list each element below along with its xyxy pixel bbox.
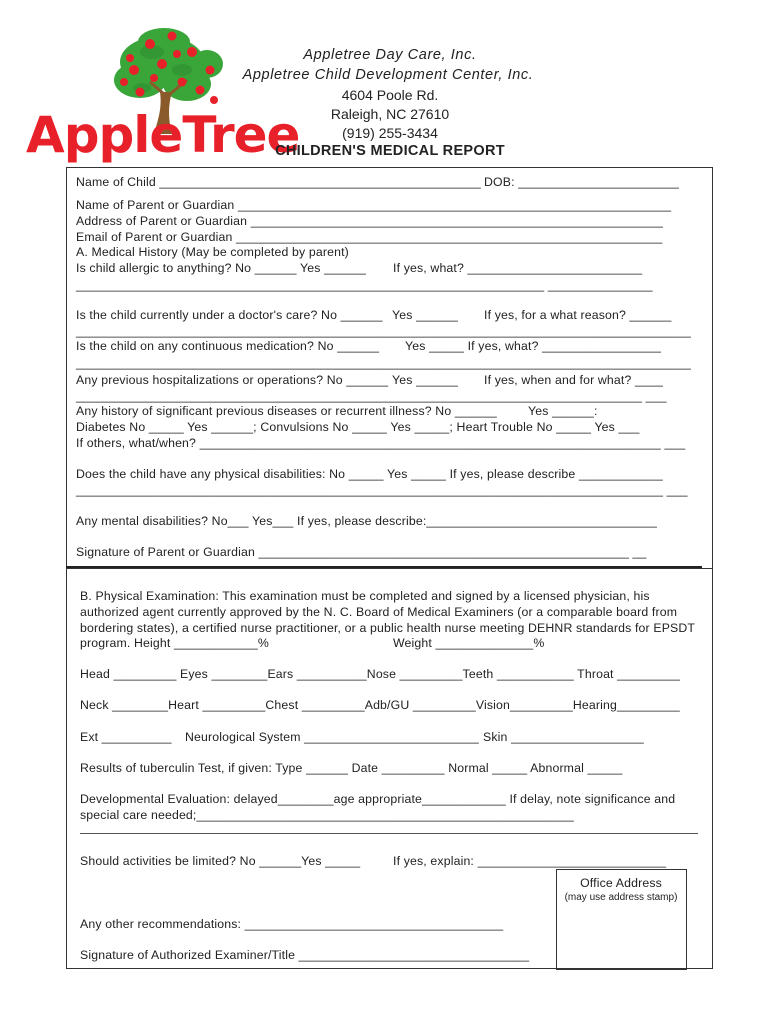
medication-line-2[interactable]: ________________________________________________________________________________________ bbox=[76, 356, 692, 370]
diseases-question[interactable]: Any history of significant previous diseases or recurrent illness? No ______ bbox=[76, 404, 497, 418]
logo bbox=[22, 22, 300, 167]
hospital-when-field[interactable]: If yes, when and for what? ____ bbox=[484, 373, 663, 387]
parent-email-field[interactable]: Email of Parent or Guardian _____________________________________________________________ bbox=[76, 230, 663, 244]
developmental-line-1[interactable]: Developmental Evaluation: delayed________age appropriate____________ If delay, note significance and bbox=[80, 792, 676, 806]
activities-limited-question[interactable]: Should activities be limited? No ______Yes _____ bbox=[80, 854, 361, 868]
street-address: 4604 Poole Rd. bbox=[341, 87, 439, 103]
exam-row-head[interactable]: Head _________ Eyes ________Ears __________Nose _________Teeth ___________ Throat _________ bbox=[80, 667, 681, 681]
ext-field[interactable]: Ext __________ bbox=[80, 730, 172, 744]
doctor-care-question[interactable]: Is the child currently under a doctor's care? No ______ bbox=[76, 308, 383, 322]
conditions-row[interactable]: Diabetes No _____ Yes ______; Convulsions No _____ Yes _____; Heart Trouble No _____ Yes ___ bbox=[76, 420, 640, 434]
exam-row-neck[interactable]: Neck ________Heart _________Chest _________Adb/GU _________Vision_________Hearing_________ bbox=[80, 698, 680, 712]
recommendations-field[interactable]: Any other recommendations: _____________________________________ bbox=[80, 917, 504, 931]
logo-wordmark: AppleTree bbox=[26, 106, 300, 164]
office-address-title: Office Address bbox=[580, 876, 662, 890]
section-a-heading: A. Medical History (May be completed by parent) bbox=[76, 245, 349, 259]
skin-field[interactable]: Skin ___________________ bbox=[483, 730, 644, 744]
tuberculin-row[interactable]: Results of tuberculin Test, if given: Type ______ Date _________ Normal _____ Abnormal _____ bbox=[80, 761, 623, 775]
medication-question[interactable]: Is the child on any continuous medication? No ______ bbox=[76, 339, 380, 353]
office-address-subtitle: (may use address stamp) bbox=[564, 892, 678, 903]
activities-explain-field[interactable]: If yes, explain: ___________________________ bbox=[393, 854, 667, 868]
exam-intro-line-2: authorized agent currently approved by the N. C. Board of Medical Examiners (or a comparable board from bbox=[80, 605, 678, 619]
hospital-question[interactable]: Any previous hospitalizations or operations? No ______ bbox=[76, 373, 389, 387]
org-name-1: Appletree Day Care, Inc. bbox=[303, 47, 477, 63]
org-name-2: Appletree Child Development Center, Inc. bbox=[242, 67, 534, 83]
city-state-zip: Raleigh, NC 27610 bbox=[330, 106, 450, 122]
exam-intro-line-1: B. Physical Examination: This examination must be completed and signed by a licensed physician, his bbox=[80, 589, 650, 603]
height-field[interactable]: program. Height ____________% bbox=[80, 636, 269, 650]
parent-signature-field[interactable]: Signature of Parent or Guardian _____________________________________________________ __ bbox=[76, 545, 647, 559]
hospital-yes[interactable]: Yes ______ bbox=[392, 373, 459, 387]
exam-intro-line-3: bordering states), a certified nurse practitioner, or a public health nurse meeting DEHNR standards for EPSDT bbox=[80, 621, 696, 635]
disabilities-line-2[interactable]: ____________________________________________________________________________________ ___ bbox=[76, 483, 688, 497]
phone-number: (919) 255-3434 bbox=[342, 125, 438, 141]
allergy-question[interactable]: Is child allergic to anything? No ______ Yes ______ bbox=[76, 261, 367, 275]
child-name-field[interactable]: Name of Child ______________________________________________ bbox=[76, 175, 481, 189]
weight-field[interactable]: Weight ______________% bbox=[393, 636, 545, 650]
allergy-line-2[interactable]: ___________________________________________________________________ _______________ bbox=[76, 278, 653, 292]
diseases-yes[interactable]: Yes ______: bbox=[528, 404, 598, 418]
dob-field[interactable]: DOB: _______________________ bbox=[484, 175, 679, 189]
parent-name-field[interactable]: Name of Parent or Guardian ______________________________________________________________ bbox=[76, 198, 672, 212]
hospital-line-2[interactable]: _________________________________________________________________________________ ___ bbox=[76, 389, 667, 403]
mental-disabilities-question[interactable]: Any mental disabilities? No___ Yes___ If yes, please describe:_________________________________ bbox=[76, 514, 658, 528]
developmental-line-2[interactable]: special care needed;______________________________________________________ bbox=[80, 808, 574, 822]
allergy-what-field[interactable]: If yes, what? _________________________ bbox=[393, 261, 643, 275]
doctor-reason-field[interactable]: If yes, for a what reason? ______ bbox=[484, 308, 672, 322]
parent-address-field[interactable]: Address of Parent or Guardian ___________________________________________________________ bbox=[76, 214, 664, 228]
other-conditions-field[interactable]: If others, what/when? __________________________________________________________________ ___ bbox=[76, 436, 686, 450]
doctor-care-yes[interactable]: Yes ______ bbox=[392, 308, 459, 322]
physical-disabilities-question[interactable]: Does the child have any physical disabilities: No _____ Yes _____ If yes, please describe ____________ bbox=[76, 467, 663, 481]
page-title: CHILDREN'S MEDICAL REPORT bbox=[275, 143, 505, 159]
neurological-field[interactable]: Neurological System _________________________ bbox=[185, 730, 479, 744]
medication-yes-field[interactable]: Yes _____ If yes, what? _________________ bbox=[405, 339, 661, 353]
developmental-line-3[interactable] bbox=[80, 833, 698, 834]
doctor-line-2[interactable]: ________________________________________________________________________________________ bbox=[76, 324, 692, 338]
examiner-signature-field[interactable]: Signature of Authorized Examiner/Title _________________________________ bbox=[80, 948, 530, 962]
